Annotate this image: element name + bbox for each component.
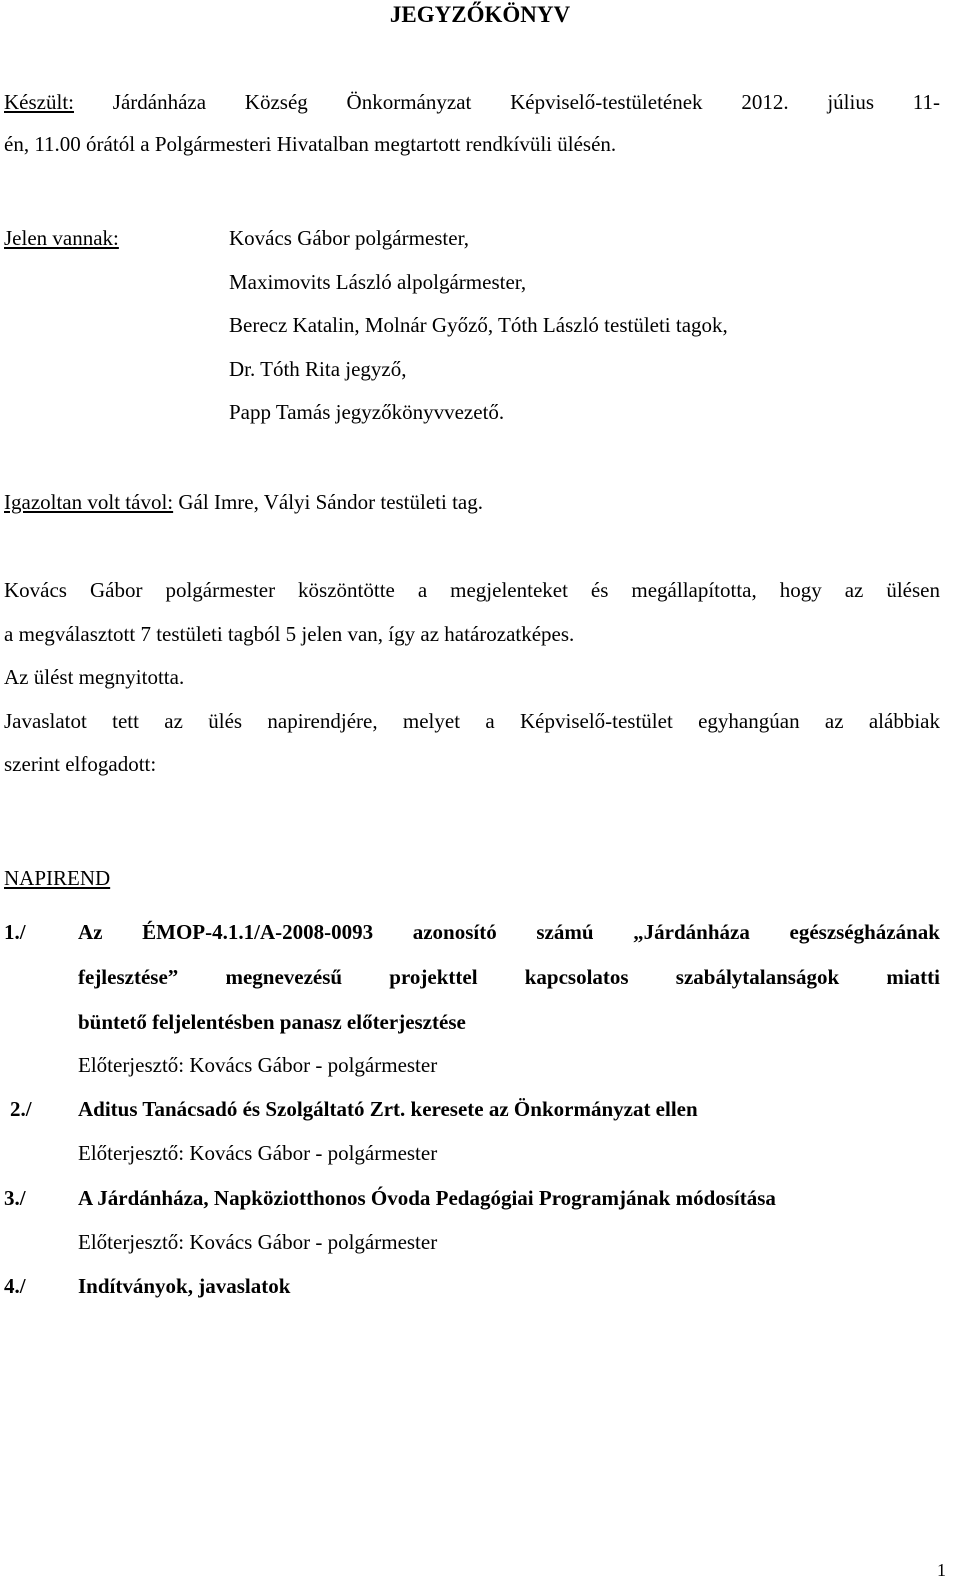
intro-line-1-rest: polgármester köszöntötte a megjelenteket és megállapította, hogy az ülésen bbox=[165, 578, 940, 602]
agenda-item-1-line-1: Az ÉMOP-4.1.1/A-2008-0093 azonosító számú „Járdánháza egészségházának bbox=[78, 920, 940, 944]
absent-label: Igazoltan volt távol: bbox=[4, 490, 174, 514]
present-member-4: Dr. Tóth Rita jegyző, bbox=[229, 357, 407, 381]
made-text-2: én, 11.00 órától a Polgármesteri Hivatalban megtartott rendkívüli ülésén. bbox=[4, 132, 617, 156]
intro-line-4: Javaslatot tett az ülés napirendjére, melyet a Képviselő-testület egyhangúan az alábbiak bbox=[4, 709, 940, 733]
made-text-1: Járdánháza Község Önkormányzat Képviselő-testületének 2012. július 11- bbox=[112, 90, 940, 114]
intro-line-1 bbox=[4, 578, 940, 603]
made-label: Készült: bbox=[4, 90, 74, 114]
agenda-item-1-line-2: fejlesztése” megnevezésű projekttel kapcsolatos szabálytalanságok miatti bbox=[78, 965, 940, 989]
present-label: Jelen vannak: bbox=[4, 226, 119, 250]
page-number: 1 bbox=[937, 1560, 946, 1580]
present-member-5: Papp Tamás jegyzőkönyvvezető. bbox=[229, 400, 505, 424]
intro-line-2: a megválasztott 7 testületi tagból 5 jelen van, így az határozatképes. bbox=[4, 622, 575, 646]
agenda-item-4-line-1: Indítványok, javaslatok bbox=[78, 1274, 291, 1298]
agenda-item-3-line-1: A Járdánháza, Napköziotthonos Óvoda Pedagógiai Programjának módosítása bbox=[78, 1186, 776, 1210]
agenda-item-4-number: 4./ bbox=[4, 1274, 26, 1298]
agenda-heading: NAPIREND bbox=[4, 866, 111, 890]
agenda-item-1-number: 1./ bbox=[4, 920, 26, 944]
intro-line-5: szerint elfogadott: bbox=[4, 752, 157, 776]
agenda-item-3-number: 3./ bbox=[4, 1186, 26, 1210]
present-member-3: Berecz Katalin, Molnár Győző, Tóth László testületi tagok, bbox=[229, 313, 728, 337]
agenda-item-2-presenter: Előterjesztő: Kovács Gábor - polgármester bbox=[78, 1141, 438, 1165]
agenda-item-1-line-3: büntető feljelentésben panasz előterjesztése bbox=[78, 1010, 466, 1034]
absent-text: Gál Imre, Vályi Sándor testületi tag. bbox=[178, 490, 483, 514]
agenda-item-2-line-1: Aditus Tanácsadó és Szolgáltató Zrt. keresete az Önkormányzat ellen bbox=[78, 1097, 698, 1121]
intro-line-3: Az ülést megnyitotta. bbox=[4, 665, 185, 689]
agenda-item-3-presenter: Előterjesztő: Kovács Gábor - polgármester bbox=[78, 1230, 438, 1254]
agenda-item-1-presenter: Előterjesztő: Kovács Gábor - polgármester bbox=[78, 1053, 438, 1077]
absent-line bbox=[4, 490, 483, 515]
document-title: JEGYZŐKÖNYV bbox=[389, 2, 571, 27]
present-member-2: Maximovits László alpolgármester, bbox=[229, 270, 527, 294]
agenda-item-2-number: 2./ bbox=[10, 1097, 32, 1121]
intro-name: Kovács Gábor bbox=[4, 578, 143, 602]
present-member-1: Kovács Gábor polgármester, bbox=[229, 226, 469, 250]
made-line-1 bbox=[4, 90, 940, 115]
